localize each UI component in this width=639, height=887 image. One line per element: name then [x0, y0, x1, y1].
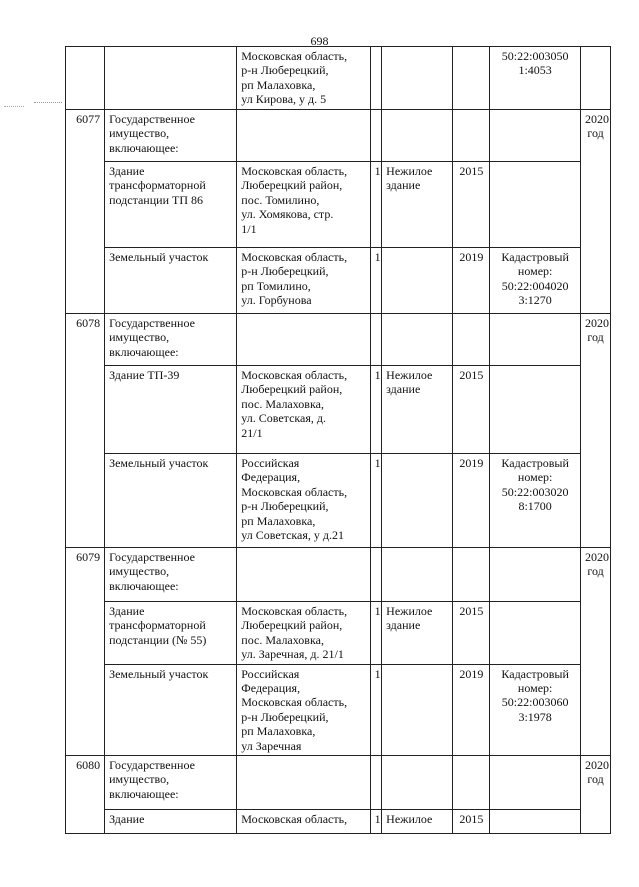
quantity-cell: 1 — [370, 248, 381, 314]
object-type — [382, 454, 453, 548]
row-number: 6077 — [66, 110, 105, 314]
object-type — [382, 248, 453, 314]
address-cell: Московская область, Люберецкий район, пос. Малаховка, ул. Заречная, д. 21/1 — [237, 602, 370, 665]
table-row — [66, 162, 611, 248]
year-cell: 2015 — [453, 602, 490, 665]
page-number: 698 — [310, 34, 329, 48]
quantity-cell: 1 — [370, 602, 381, 665]
object-type: Нежилое здание — [382, 366, 453, 454]
object-name: Земельный участок — [105, 454, 237, 548]
plan-year: 2020 год — [581, 110, 611, 314]
object-name: Здание трансформаторной подстанции (№ 55) — [105, 602, 237, 665]
cadastral-cell: 50:22:003050 1:4053 — [490, 47, 581, 110]
object-name: Здание ТП-39 — [105, 366, 237, 454]
table-row — [66, 602, 611, 665]
year-cell: 2019 — [453, 664, 490, 755]
address-cell: Московская область, р-н Люберецкий, рп Томилино, ул. Горбунова — [237, 248, 370, 314]
table-row — [66, 314, 611, 366]
address-cell: Московская область, Люберецкий район, пос. Томилино, ул. Хомякова, стр. 1/1 — [237, 162, 370, 248]
object-type: Нежилое здание — [382, 602, 453, 665]
property-registry-table — [65, 46, 611, 834]
table-row — [66, 47, 611, 110]
table-row — [66, 809, 611, 833]
quantity-cell: 1 — [370, 162, 381, 248]
object-name: Земельный участок — [105, 664, 237, 755]
table-row — [66, 366, 611, 454]
quantity-cell: 1 — [370, 454, 381, 548]
scan-artifact — [4, 106, 24, 107]
quantity-cell: 1 — [370, 809, 381, 833]
cadastral-cell — [490, 809, 581, 833]
plan-year: 2020 год — [581, 314, 611, 548]
group-label: Государственное имущество, включающее: — [105, 314, 237, 366]
cadastral-cell — [490, 366, 581, 454]
plan-year: 2020 год — [581, 548, 611, 756]
object-type: Нежилое здание — [382, 162, 453, 248]
group-label: Государственное имущество, включающее: — [105, 548, 237, 602]
address-cell: Российская Федерация, Московская область, р-н Люберецкий, рп Малаховка, ул Советская, у д.21 — [237, 454, 370, 548]
group-label: Государственное имущество, включающее: — [105, 755, 237, 809]
plan-year: 2020 год — [581, 755, 611, 833]
table-row — [66, 454, 611, 548]
object-type — [382, 664, 453, 755]
row-number: 6078 — [66, 314, 105, 548]
object-type: Нежилое — [382, 809, 453, 833]
cadastral-cell — [490, 602, 581, 665]
quantity-cell: 1 — [370, 366, 381, 454]
address-cell: Московская область, р-н Люберецкий, рп Малаховка, ул Кирова, у д. 5 — [237, 47, 370, 110]
table-row — [66, 755, 611, 809]
scan-artifact — [34, 102, 62, 103]
table-row — [66, 248, 611, 314]
table-row — [66, 548, 611, 602]
year-cell: 2019 — [453, 454, 490, 548]
cadastral-cell — [490, 162, 581, 248]
cadastral-cell: Кадастровый номер: 50:22:004020 3:1270 — [490, 248, 581, 314]
year-cell: 2019 — [453, 248, 490, 314]
object-name: Здание трансформаторной подстанции ТП 86 — [105, 162, 237, 248]
object-name: Земельный участок — [105, 248, 237, 314]
table-row — [66, 664, 611, 755]
address-cell: Московская область, Люберецкий район, пос. Малаховка, ул. Советская, д. 21/1 — [237, 366, 370, 454]
group-label: Государственное имущество, включающее: — [105, 110, 237, 162]
year-cell: 2015 — [453, 162, 490, 248]
row-number: 6080 — [66, 755, 105, 833]
year-cell: 2015 — [453, 366, 490, 454]
year-cell: 2015 — [453, 809, 490, 833]
quantity-cell: 1 — [370, 664, 381, 755]
table-row — [66, 110, 611, 162]
address-cell: Московская область, — [237, 809, 370, 833]
address-cell: Российская Федерация, Московская область, р-н Люберецкий, рп Малаховка, ул Заречная — [237, 664, 370, 755]
row-number: 6079 — [66, 548, 105, 756]
cadastral-cell: Кадастровый номер: 50:22:003060 3:1978 — [490, 664, 581, 755]
object-name: Здание — [105, 809, 237, 833]
cadastral-cell: Кадастровый номер: 50:22:003020 8:1700 — [490, 454, 581, 548]
